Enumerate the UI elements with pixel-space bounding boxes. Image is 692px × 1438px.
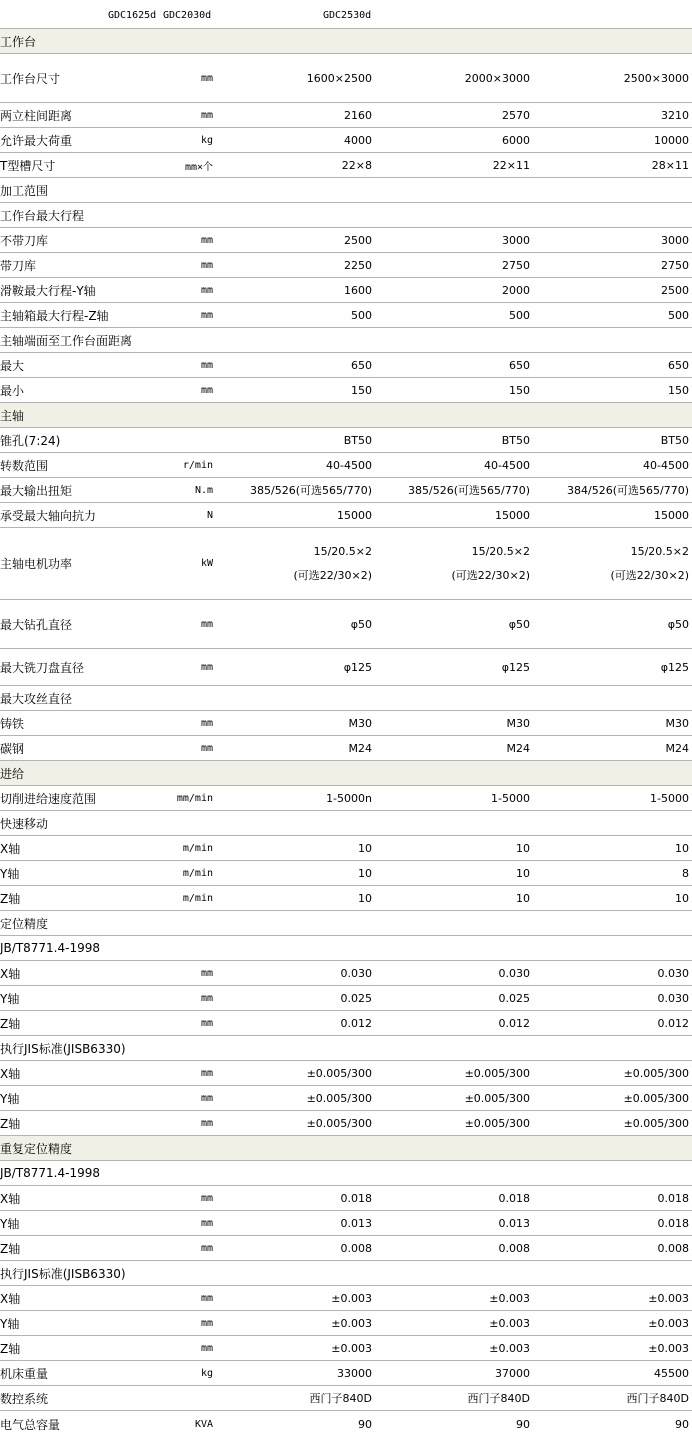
spec-row — [0, 1111, 692, 1136]
spec-value-model-1: ±0.005/300 — [306, 1091, 372, 1105]
spec-value-model-3: ±0.005/300 — [623, 1091, 689, 1105]
spec-value-model-3: 384/526(可选565/770) — [567, 484, 689, 497]
spec-value-model-3: ±0.003 — [648, 1291, 689, 1305]
spec-name: Y轴 — [0, 866, 20, 881]
spec-value-model-3: 28×11 — [651, 158, 689, 172]
spec-name: 最大钻孔直径 — [0, 617, 73, 632]
spec-name: 定位精度 — [0, 916, 49, 931]
spec-value-model-3: 2500 — [661, 283, 689, 297]
spec-row — [0, 253, 692, 278]
spec-value-model-3: 2500×3000 — [623, 71, 689, 85]
model-header-row — [0, 0, 692, 28]
spec-unit: mm — [200, 1067, 213, 1079]
spec-value-model-3: ±0.003 — [648, 1341, 689, 1355]
spec-value-model-1: 22×8 — [341, 158, 372, 172]
spec-value-model-3: ±0.005/300 — [623, 1116, 689, 1130]
spec-row — [0, 503, 692, 528]
spec-name: X轴 — [0, 1291, 21, 1306]
spec-row — [0, 836, 692, 861]
spec-value-model-1: 西门子840D — [309, 1392, 372, 1405]
spec-value-model-3: M24 — [665, 741, 689, 755]
spec-name: Z轴 — [0, 891, 21, 906]
spec-name: 最大输出扭矩 — [0, 483, 73, 498]
spec-unit: mm — [200, 259, 213, 271]
spec-value-model-1: 90 — [358, 1418, 372, 1431]
spec-value-model-2: ±0.005/300 — [464, 1116, 530, 1130]
spec-value-line: 15/20.5×2 — [471, 544, 530, 558]
spec-name: 滑鞍最大行程-Y轴 — [0, 283, 96, 298]
spec-name: 承受最大轴向抗力 — [0, 508, 97, 523]
spec-unit: mm — [200, 1117, 213, 1129]
spec-value-option-line: (可选22/30×2) — [293, 568, 372, 582]
spec-value-model-1: ±0.003 — [331, 1316, 372, 1330]
spec-name: Y轴 — [0, 1316, 20, 1331]
spec-value-model-1: φ50 — [350, 617, 372, 631]
spec-row — [0, 1361, 692, 1386]
spec-value-model-3: φ125 — [660, 660, 689, 674]
spec-unit: kg — [200, 1367, 213, 1379]
spec-value-model-1: 0.013 — [340, 1216, 372, 1230]
spec-value-option-line: (可选22/30×2) — [610, 568, 689, 582]
spec-value-model-2: 15000 — [495, 508, 530, 522]
spec-value-model-3: 500 — [668, 308, 689, 322]
spec-value-model-1: φ125 — [343, 660, 372, 674]
spec-unit: mm — [200, 234, 213, 246]
section-title: 进给 — [0, 766, 25, 781]
spec-row — [0, 786, 692, 811]
spec-value-model-2: 2000×3000 — [464, 71, 530, 85]
spec-value-model-2: 2000 — [502, 283, 530, 297]
spec-unit: m/min — [182, 892, 213, 904]
spec-row — [0, 711, 692, 736]
spec-row — [0, 861, 692, 886]
spec-value-model-2: M24 — [506, 741, 530, 755]
spec-value-model-2: 10 — [516, 841, 530, 855]
spec-value-model-3: 2750 — [661, 258, 689, 272]
spec-unit: mm×个 — [184, 161, 213, 173]
spec-value-model-3: 0.030 — [657, 966, 689, 980]
spec-value-model-2: ±0.003 — [489, 1316, 530, 1330]
spec-unit: KVA — [194, 1419, 213, 1430]
spec-value-model-2: φ50 — [508, 617, 530, 631]
group-label-row — [0, 328, 692, 353]
section-title: 工作台 — [0, 34, 37, 49]
spec-value-model-1 — [222, 528, 372, 599]
spec-value-model-2: 650 — [509, 358, 530, 372]
spec-unit: mm — [200, 1192, 213, 1204]
spec-value-model-1: 0.030 — [340, 966, 372, 980]
spec-unit: r/min — [182, 459, 213, 471]
spec-name: Z轴 — [0, 1116, 21, 1131]
group-label-row — [0, 911, 692, 936]
spec-unit: mm — [200, 717, 213, 729]
spec-name: Y轴 — [0, 1216, 20, 1231]
model-name-3: GDC2530d — [323, 10, 372, 21]
spec-name: 数控系统 — [0, 1391, 49, 1406]
spec-name: 工作台最大行程 — [0, 208, 85, 223]
spec-value-model-3: 150 — [668, 383, 689, 397]
section-title: 主轴 — [0, 408, 25, 423]
spec-row — [0, 353, 692, 378]
spec-value-model-3: 10 — [675, 841, 689, 855]
spec-value-model-3: 1-5000 — [650, 791, 689, 805]
spec-name: 主轴箱最大行程-Z轴 — [0, 308, 109, 323]
spec-name: 执行JIS标准(JISB6330) — [0, 1266, 126, 1281]
spec-value-model-3: 0.030 — [657, 991, 689, 1005]
model-name-2: GDC2030d — [163, 10, 212, 21]
spec-row — [0, 453, 692, 478]
spec-value-model-2: 22×11 — [492, 158, 530, 172]
spec-value-model-1: ±0.003 — [331, 1341, 372, 1355]
spec-row — [0, 303, 692, 328]
section-header-row — [0, 29, 692, 54]
spec-value-model-2: 2750 — [502, 258, 530, 272]
spec-unit: mm — [200, 284, 213, 296]
spec-unit: mm — [200, 1017, 213, 1029]
spec-unit: mm — [200, 72, 213, 84]
spec-value-model-1: 2160 — [344, 108, 372, 122]
spec-row — [0, 428, 692, 453]
spec-value-model-3: 西门子840D — [626, 1392, 689, 1405]
section-header-row — [0, 403, 692, 428]
spec-unit: mm — [200, 1092, 213, 1104]
spec-value-line: 15/20.5×2 — [313, 544, 372, 558]
spec-value-model-3: M30 — [665, 716, 689, 730]
spec-row — [0, 1286, 692, 1311]
spec-value-model-1: 10 — [358, 841, 372, 855]
spec-row — [0, 1211, 692, 1236]
spec-name: 两立柱间距离 — [0, 108, 73, 123]
spec-value-model-1: 33000 — [337, 1366, 372, 1380]
spec-name: 转数范围 — [0, 458, 49, 473]
spec-row — [0, 1336, 692, 1361]
group-label-row — [0, 1261, 692, 1286]
spec-name: Z轴 — [0, 1241, 21, 1256]
spec-name: 执行JIS标准(JISB6330) — [0, 1041, 126, 1056]
spec-name: X轴 — [0, 1191, 21, 1206]
spec-row — [0, 1061, 692, 1086]
spec-name: 主轴端面至工作台面距离 — [0, 333, 133, 348]
spec-value-model-3: ±0.003 — [648, 1316, 689, 1330]
spec-unit: mm — [200, 1242, 213, 1254]
spec-name: JB/T8771.4-1998 — [0, 1166, 101, 1180]
spec-name: 锥孔(7:24) — [0, 433, 61, 448]
spec-unit — [150, 1386, 213, 1410]
spec-name: X轴 — [0, 841, 21, 856]
section-title: 重复定位精度 — [0, 1141, 73, 1156]
spec-row — [0, 528, 692, 600]
spec-unit: mm — [200, 661, 213, 673]
spec-row — [0, 153, 692, 178]
spec-value-model-3: 8 — [682, 866, 689, 880]
spec-name: X轴 — [0, 1066, 21, 1081]
spec-value-model-1: ±0.005/300 — [306, 1116, 372, 1130]
group-label-row — [0, 686, 692, 711]
spec-name: 允许最大荷重 — [0, 133, 73, 148]
spec-row — [0, 649, 692, 686]
spec-name: Y轴 — [0, 1091, 20, 1106]
spec-row — [0, 478, 692, 503]
spec-value-model-1: BT50 — [343, 433, 372, 447]
spec-row — [0, 961, 692, 986]
spec-value-model-2: φ125 — [501, 660, 530, 674]
spec-table — [0, 28, 692, 1438]
group-label-row — [0, 203, 692, 228]
group-label-row — [0, 936, 692, 961]
group-label-row — [0, 178, 692, 203]
spec-value-model-1: 2250 — [344, 258, 372, 272]
spec-value-model-3: 10 — [675, 891, 689, 905]
spec-row — [0, 986, 692, 1011]
spec-value-model-3: 0.018 — [657, 1191, 689, 1205]
spec-value-model-1: 0.012 — [340, 1016, 372, 1030]
spec-row — [0, 1011, 692, 1036]
spec-value-model-1: M30 — [348, 716, 372, 730]
spec-row — [0, 1086, 692, 1111]
spec-row — [0, 1411, 692, 1438]
spec-value-model-2: 10 — [516, 891, 530, 905]
spec-name: JB/T8771.4-1998 — [0, 941, 101, 955]
group-label-row — [0, 811, 692, 836]
spec-name: Y轴 — [0, 991, 20, 1006]
spec-value-model-1: M24 — [348, 741, 372, 755]
spec-unit: mm — [200, 618, 213, 630]
spec-row — [0, 1236, 692, 1261]
spec-unit: kW — [200, 558, 213, 569]
spec-name: Z轴 — [0, 1341, 21, 1356]
spec-unit: mm — [200, 384, 213, 396]
spec-name: 主轴电机功率 — [0, 557, 73, 571]
spec-value-model-3: 3000 — [661, 233, 689, 247]
spec-name: 切削进给速度范围 — [0, 791, 97, 806]
spec-unit: mm — [200, 109, 213, 121]
spec-value-model-2: ±0.005/300 — [464, 1066, 530, 1080]
spec-name: 最大攻丝直径 — [0, 691, 73, 706]
spec-value-model-2: 西门子840D — [467, 1392, 530, 1405]
spec-value-model-3: 15000 — [654, 508, 689, 522]
spec-unit: mm — [200, 967, 213, 979]
spec-value-model-2: 2570 — [502, 108, 530, 122]
spec-value-model-2: BT50 — [501, 433, 530, 447]
spec-unit: mm — [200, 1317, 213, 1329]
spec-row — [0, 1386, 692, 1411]
spec-name: 不带刀库 — [0, 233, 49, 248]
spec-row — [0, 228, 692, 253]
spec-value-line: 15/20.5×2 — [630, 544, 689, 558]
spec-value-model-2: 0.018 — [498, 1191, 530, 1205]
spec-value-model-3: 0.018 — [657, 1216, 689, 1230]
spec-row — [0, 886, 692, 911]
spec-unit: kg — [200, 134, 213, 146]
spec-unit: mm — [200, 1217, 213, 1229]
spec-value-model-1: 40-4500 — [326, 458, 372, 472]
spec-value-model-2: 0.025 — [498, 991, 530, 1005]
spec-name: 工作台尺寸 — [0, 71, 61, 86]
spec-row — [0, 736, 692, 761]
spec-value-model-1: 150 — [351, 383, 372, 397]
spec-name: 带刀库 — [0, 258, 37, 273]
spec-value-model-1: 1600 — [344, 283, 372, 297]
spec-value-model-3: 10000 — [654, 133, 689, 147]
group-label-row — [0, 1036, 692, 1061]
spec-name: Z轴 — [0, 1016, 21, 1031]
spec-unit: mm — [200, 309, 213, 321]
spec-value-model-1: 500 — [351, 308, 372, 322]
spec-value-model-1: 1-5000n — [326, 791, 372, 805]
spec-value-model-3: 45500 — [654, 1366, 689, 1380]
spec-value-model-1: 10 — [358, 866, 372, 880]
spec-unit: mm/min — [176, 792, 213, 804]
spec-unit — [150, 428, 213, 452]
spec-unit: mm — [200, 359, 213, 371]
spec-value-model-2: 6000 — [502, 133, 530, 147]
spec-value-model-2: 40-4500 — [484, 458, 530, 472]
spec-value-model-1: 4000 — [344, 133, 372, 147]
section-header-row — [0, 761, 692, 786]
spec-value-model-2: 500 — [509, 308, 530, 322]
spec-value-model-3: 3210 — [661, 108, 689, 122]
spec-value-model-2: 0.012 — [498, 1016, 530, 1030]
spec-value-model-1: 0.018 — [340, 1191, 372, 1205]
spec-row — [0, 103, 692, 128]
spec-value-model-3: 0.008 — [657, 1241, 689, 1255]
spec-row — [0, 128, 692, 153]
spec-value-model-1: 385/526(可选565/770) — [250, 484, 372, 497]
spec-unit: N — [206, 509, 213, 521]
spec-unit: mm — [200, 992, 213, 1004]
spec-name: 最大铣刀盘直径 — [0, 660, 85, 675]
spec-unit: m/min — [182, 867, 213, 879]
model-name-1: GDC1625d — [108, 10, 157, 21]
spec-value-model-2: 150 — [509, 383, 530, 397]
spec-row — [0, 1186, 692, 1211]
spec-row — [0, 600, 692, 649]
spec-value-model-1: 650 — [351, 358, 372, 372]
spec-value-model-2: 10 — [516, 866, 530, 880]
spec-value-model-2: ±0.003 — [489, 1291, 530, 1305]
spec-value-model-2: 0.013 — [498, 1216, 530, 1230]
spec-value-model-2: 385/526(可选565/770) — [408, 484, 530, 497]
spec-value-model-2: 1-5000 — [491, 791, 530, 805]
spec-value-model-3: 0.012 — [657, 1016, 689, 1030]
spec-name: 最大 — [0, 358, 25, 373]
spec-value-model-2: ±0.005/300 — [464, 1091, 530, 1105]
spec-name: 加工范围 — [0, 183, 49, 198]
spec-value-model-1: ±0.003 — [331, 1291, 372, 1305]
spec-row — [0, 378, 692, 403]
spec-name: 电气总容量 — [0, 1418, 61, 1432]
spec-unit: mm — [200, 1292, 213, 1304]
group-label-row — [0, 1161, 692, 1186]
spec-value-model-2 — [378, 528, 530, 599]
spec-value-model-2: 3000 — [502, 233, 530, 247]
spec-name: 快速移动 — [0, 816, 49, 831]
spec-name: X轴 — [0, 966, 21, 981]
spec-name: 最小 — [0, 383, 25, 398]
spec-row — [0, 278, 692, 303]
spec-unit: m/min — [182, 842, 213, 854]
spec-value-model-3 — [536, 528, 689, 599]
spec-value-model-1: 10 — [358, 891, 372, 905]
spec-name: T型槽尺寸 — [0, 158, 56, 173]
spec-value-model-3: 650 — [668, 358, 689, 372]
spec-value-model-1: 15000 — [337, 508, 372, 522]
spec-value-model-3: 90 — [675, 1418, 689, 1431]
spec-name: 铸铁 — [0, 716, 25, 731]
spec-value-model-1: 2500 — [344, 233, 372, 247]
spec-value-model-3: ±0.005/300 — [623, 1066, 689, 1080]
spec-value-option-line: (可选22/30×2) — [451, 568, 530, 582]
spec-value-model-3: 40-4500 — [643, 458, 689, 472]
spec-value-model-2: 0.030 — [498, 966, 530, 980]
spec-unit: mm — [200, 742, 213, 754]
spec-value-model-1: 0.025 — [340, 991, 372, 1005]
spec-name: 机床重量 — [0, 1366, 49, 1381]
spec-value-model-2: M30 — [506, 716, 530, 730]
spec-unit: mm — [200, 1342, 213, 1354]
spec-value-model-1: 1600×2500 — [306, 71, 372, 85]
spec-value-model-2: ±0.003 — [489, 1341, 530, 1355]
spec-unit: N.m — [194, 484, 213, 496]
spec-row — [0, 1311, 692, 1336]
spec-value-model-3: BT50 — [660, 433, 689, 447]
spec-value-model-2: 37000 — [495, 1366, 530, 1380]
spec-name: 碳钢 — [0, 741, 25, 756]
spec-value-model-1: ±0.005/300 — [306, 1066, 372, 1080]
spec-row — [0, 54, 692, 103]
spec-value-model-3: φ50 — [667, 617, 689, 631]
spec-value-model-2: 0.008 — [498, 1241, 530, 1255]
spec-value-model-2: 90 — [516, 1418, 530, 1431]
spec-value-model-1: 0.008 — [340, 1241, 372, 1255]
section-header-row — [0, 1136, 692, 1161]
